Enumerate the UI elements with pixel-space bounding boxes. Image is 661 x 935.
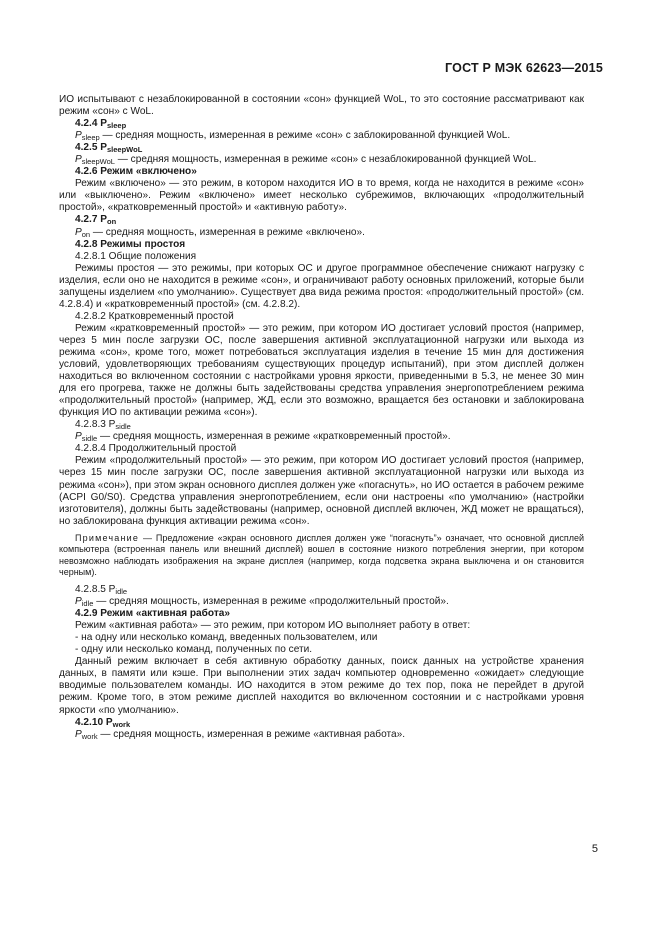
- section-4-2-8-2-heading: 4.2.8.2 Кратковременный простой: [75, 310, 234, 322]
- section-4-2-8-1-heading: 4.2.8.1 Общие положения: [75, 250, 197, 262]
- section-4-2-10-definition: $P_{work}$ — средняя мощность, измеренная в режиме «активная работа».: [75, 728, 406, 741]
- section-4-2-8-2-text: Режим «кратковременный простой» — это режим, при котором ИО достигает условий простоя (например, через 5 мин после загрузки ОС, после завершения активной эксплуатационной нагрузки или выхода из режима «сон», кроме того, может потребоваться эксплуатация изделия в течение 15 мин для достижения условий, удовлетворяющих требованиям существующих процедур испытаний), при этом дисплей должен находиться во включенном состоянии с настройками уровня яркости, приведенными в 5.3, не менее 30 мин для его прогрева, также не должны быть задействованы средства управления энергопотреблением режима «продолжительный простой» (например, ЖД, если это возможно, вращается без остановки и заблокирована функция ИО по активации режима «сон»).: [59, 322, 584, 419]
- note-label: Примечание: [75, 532, 140, 543]
- section-4-2-8-heading: 4.2.8 Режимы простоя: [75, 238, 186, 250]
- document-body: [59, 94, 584, 741]
- list-item: - одну или несколько команд, полученных по сети.: [75, 644, 313, 656]
- section-4-2-7-definition: $P_{on}$ — средняя мощность, измеренная в режиме «включено».: [75, 226, 365, 239]
- section-4-2-5-definition: $P_{sleepWoL}$ — средняя мощность, измеренная в режиме «сон» с незаблокированной функцией WoL.: [75, 154, 537, 167]
- section-4-2-5-heading: 4.2.5 $P_{sleepWoL}$: [75, 142, 143, 155]
- page-number: 5: [591, 843, 598, 855]
- section-4-2-8-5-heading: 4.2.8.5 $P_{idle}$: [75, 584, 128, 597]
- section-4-2-9-text: Режим «активная работа» — это режим, при котором ИО выполняет работу в ответ:: [75, 620, 471, 632]
- standard-header: ГОСТ Р МЭК 62623—2015: [445, 61, 603, 75]
- section-4-2-4-definition: $P_{sleep}$ — средняя мощность, измеренная в режиме «сон» с заблокированной функцией WoL.: [75, 130, 511, 143]
- section-4-2-7-heading: 4.2.7 $P_{on}$: [75, 214, 117, 227]
- section-4-2-8-4-heading: 4.2.8.4 Продолжительный простой: [75, 443, 237, 455]
- intro-paragraph: ИО испытывают с незаблокированной в состоянии «сон» функцией WoL, то это состояние рассматривают как режим «сон» с WoL.: [59, 94, 584, 118]
- section-4-2-10-heading: 4.2.10 $P_{work}$: [75, 716, 131, 729]
- section-4-2-8-5-definition: $P_{idle}$ — средняя мощность, измеренная в режиме «продолжительный простой».: [75, 596, 449, 609]
- section-4-2-6-text: Режим «включено» — это режим, в котором находится ИО в то время, когда не находится в режиме «сон» или «выключено». Режим «включено» имеет несколько субрежимов, включающих «продолжительный простой», «кратковременный простой» и «активную работу».: [59, 178, 584, 214]
- note-paragraph: Примечание — Предложение «экран основного дисплея должен уже “погаснуть”» означает, что основной дисплей компьютера (встроенная панель или внешний дисплей) вошел в состояние низкого потребления энергии, при котором невозможно наблюдать изображения на экране дисплея (например, когда подсветка экрана выключена и он становится черным).: [59, 532, 584, 578]
- section-4-2-9-heading: 4.2.9 Режим «активная работа»: [75, 608, 230, 620]
- section-4-2-4-heading: 4.2.4 $P_{sleep}$: [75, 118, 127, 131]
- list-item: - на одну или несколько команд, введенных пользователем, или: [75, 632, 378, 644]
- section-4-2-8-1-text: Режимы простоя — это режимы, при которых ОС и другое программное обеспечение снижают нагрузку с изделия, если оно не находится в режиме «сон», и ограничивают работу основных приложений, которые были запущены изделием «по умолчанию». Существует два вида режима простоя: «продолжительный простой» (см. 4.2.8.4) и «кратковременный простой» (см. 4.2.8.2).: [59, 262, 584, 310]
- section-4-2-9-text-2: Данный режим включает в себя активную обработку данных, поиск данных на устройстве хранения данных, в памяти или кэше. При выполнении этих задач компьютер одновременно «ожидает» следующие вводимые пользователем команды. ИО находится в этом режиме до тех пор, пока не перейдет в другой режим. Кроме того, в этом режиме дисплей находится во включенном состоянии и с настройками уровня яркости «по умолчанию».: [59, 656, 584, 716]
- section-4-2-8-3-heading: 4.2.8.3 $P_{sidle}$: [75, 419, 131, 432]
- section-4-2-8-3-definition: $P_{sidle}$ — средняя мощность, измеренная в режиме «кратковременный простой».: [75, 431, 451, 444]
- section-4-2-6-heading: 4.2.6 Режим «включено»: [75, 166, 197, 178]
- section-4-2-8-4-text: Режим «продолжительный простой» — это режим, при котором ИО достигает условий простоя (например, через 15 мин после загрузки ОС, после завершения активной эксплуатационной нагрузки или выхода из режима «сон»), при этом экран основного дисплея должен уже «погаснуть», но ИО остается в рабочем режиме (ACPI G0/S0). Средства управления энергопотреблением, если они настроены «по умолчанию» (настройки изготовителя), должны быть задействованы (например, основной дисплей включен, ЖД может не вращаться), но заблокирована функция активации режима «сон».: [59, 455, 584, 527]
